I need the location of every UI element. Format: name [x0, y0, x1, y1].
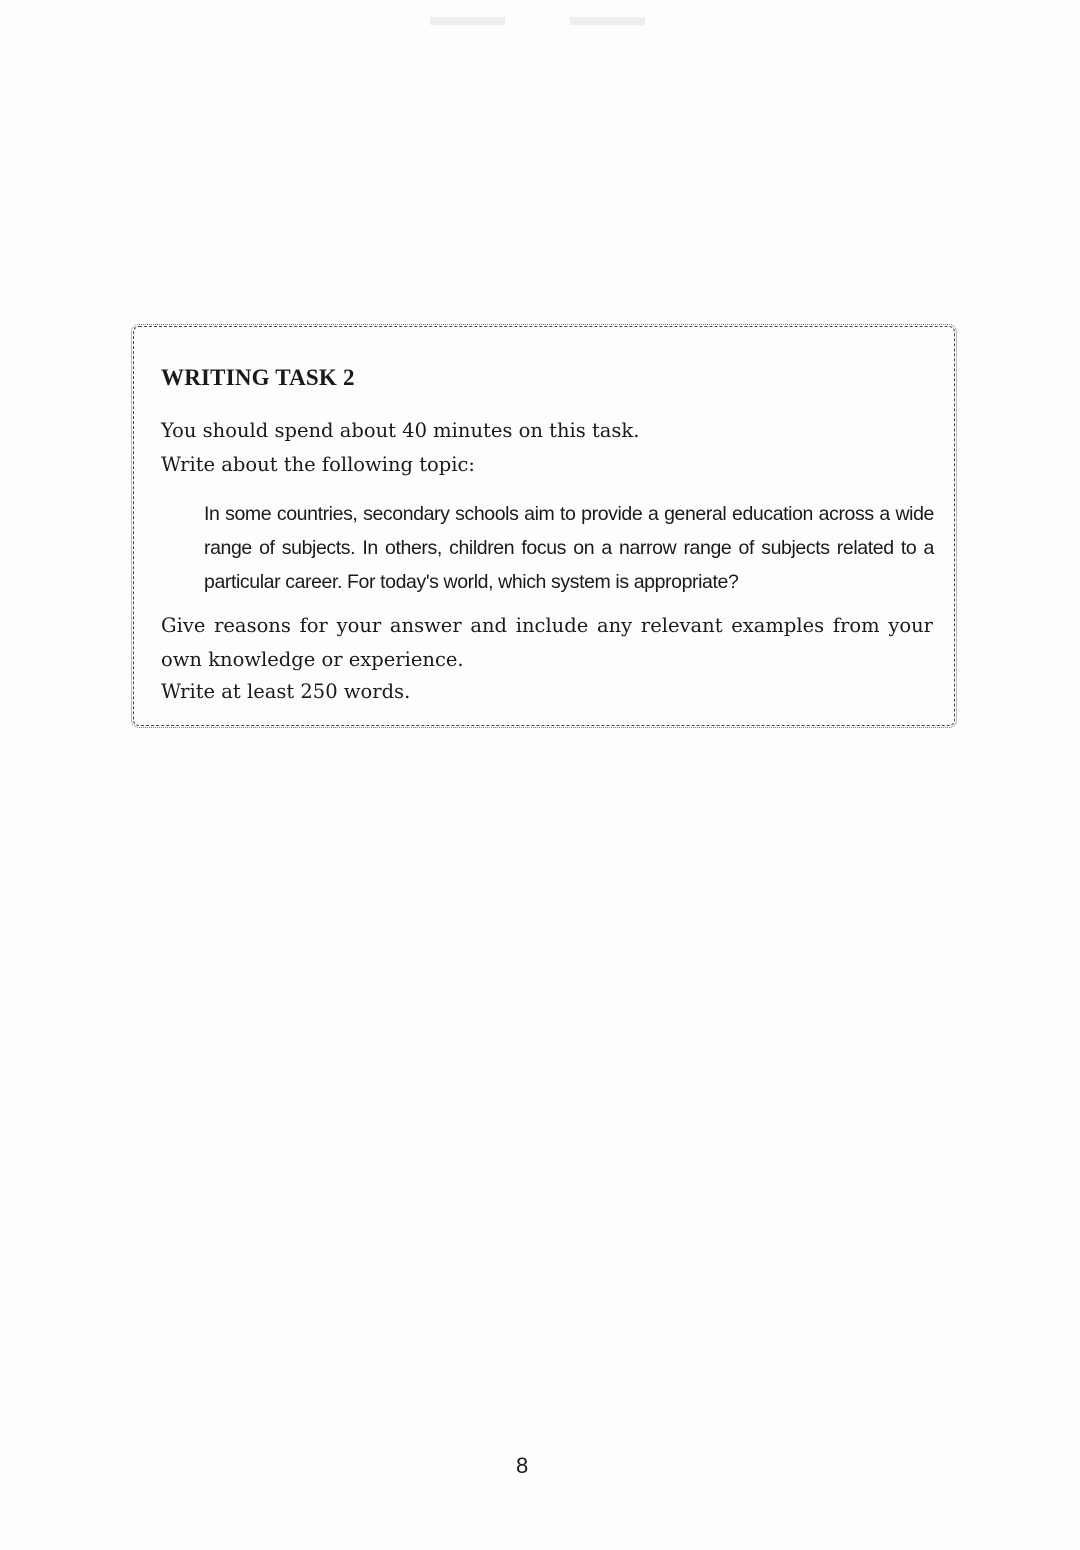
- topic-instruction: Write about the following topic:: [161, 453, 475, 476]
- writing-task-box: [133, 326, 955, 726]
- essay-prompt: In some countries, secondary schools aim to provide a general education across a wide range of subjects. In others, children focus on a narrow range of subjects related to a particular career. For today's world, which system is appropriate?: [204, 503, 934, 593]
- time-instruction: You should spend about 40 minutes on this task.: [161, 419, 640, 442]
- page-number: 8: [516, 1453, 529, 1478]
- faint-header-smudge: [430, 14, 650, 28]
- task-title: WRITING TASK 2: [161, 365, 355, 390]
- reasons-instruction: Give reasons for your answer and include any relevant examples from your own knowledge or experience.: [161, 614, 933, 671]
- word-count-instruction: Write at least 250 words.: [161, 680, 411, 703]
